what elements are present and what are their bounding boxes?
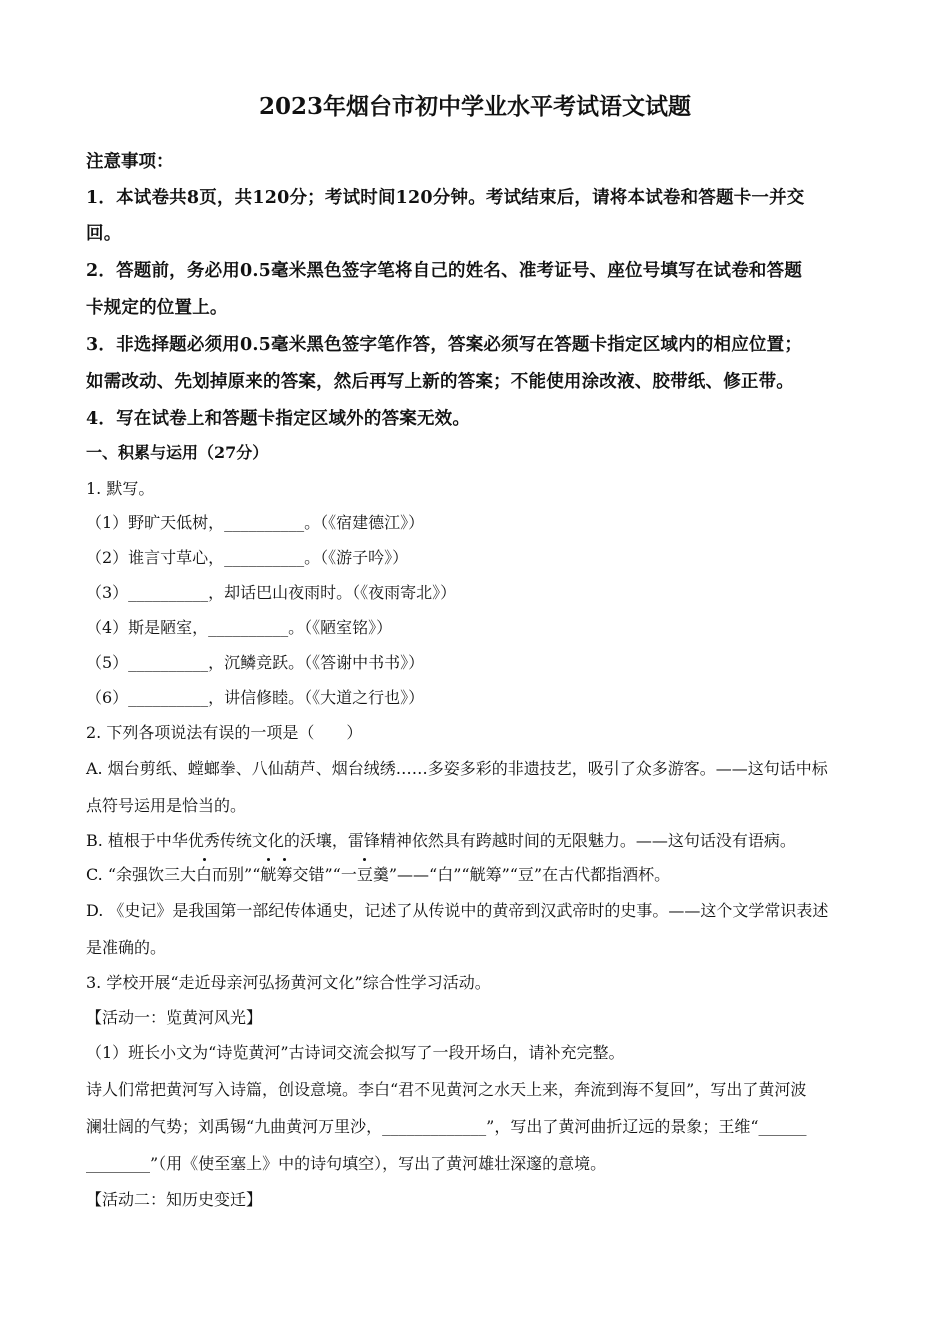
notice-item-1-cont: 回。 [86,224,122,244]
question-2-option-b: B. 植根于中华优秀传统文化的沃壤，雷锋精神依然具有跨越时间的无限魅力。——这句话没有语病。 [86,831,796,850]
question-3-stem: 3. 学校开展“走近母亲河弘扬黄河文化”综合性学习活动。 [86,973,491,992]
activity-2-heading: 【活动二：知历史变迁】 [86,1190,263,1209]
question-3-passage: ________”（用《使至塞上》中的诗句填空），写出了黄河雄壮深邃的意境。 [86,1154,607,1173]
notice-item-3-cont: 如需改动、先划掉原来的答案，然后再写上新的答案；不能使用涂改液、胶带纸、修正带。 [86,372,794,392]
notice-item-2-cont: 卡规定的位置上。 [86,298,228,318]
question-3-sub-1: （1）班长小文为“诗览黄河”古诗词交流会拟写了一段开场白，请补充完整。 [86,1043,625,1062]
notice-item-2: 2．答题前，务必用0.5毫米黑色签字笔将自己的姓名、准考证号、座位号填写在试卷和答题 [86,261,803,281]
notice-item-4: 4．写在试卷上和答题卡指定区域外的答案无效。 [86,409,471,429]
emphasis-char: 豆 [357,862,373,885]
emphasis-char: 觥 [260,862,276,885]
question-2-option-d: D. 《史记》是我国第一部纪传体通史，记述了从传说中的黄帝到汉武帝时的史事。——这个文学常识表述 [86,901,829,920]
question-2-stem: 2. 下列各项说法有误的一项是（ ） [86,723,363,742]
question-1-item: （4）斯是陋室，__________。（《陋室铭》） [86,618,393,637]
option-c-text: C. “余强饮三大 [86,865,197,884]
emphasis-char: 筹 [276,862,292,885]
activity-1-heading: 【活动一：览黄河风光】 [86,1008,263,1027]
question-1-item: （6）__________，讲信修睦。（《大道之行也》） [86,688,425,707]
notice-item-3: 3．非选择题必须用0.5毫米黑色签字笔作答，答案必须写在答题卡指定区域内的相应位置； [86,335,803,355]
question-2-option-a-cont: 点符号运用是恰当的。 [86,796,247,815]
question-1-item: （3）__________，却话巴山夜雨时。（《夜雨寄北》） [86,583,457,602]
emphasis-char: 白 [196,862,212,885]
question-1-item: （2）谁言寸草心，__________。（《游子吟》） [86,548,409,567]
section-heading: 一、积累与运用（27分） [86,443,269,462]
question-1-stem: 1. 默写。 [86,479,155,498]
question-1-item: （5）__________，沉鳞竞跃。（《答谢中书书》） [86,653,425,672]
question-2-option-a: A. 烟台剪纸、螳螂拳、八仙葫芦、烟台绒绣……多姿多彩的非遗技艺，吸引了众多游客。——这句话中标 [86,759,828,778]
option-c-text: 交错”“一 [292,865,357,884]
page-title: 2023年烟台市初中学业水平考试语文试题 [258,93,691,120]
option-c-text: 而别”“ [212,865,261,884]
question-1-item: （1）野旷天低树，__________。（《宿建德江》） [86,513,425,532]
question-2-option-d-cont: 是准确的。 [86,938,167,957]
question-3-passage: 澜壮阔的气势；刘禹锡“九曲黄河万里沙，_____________”，写出了黄河曲折辽远的景象；王维“______ [86,1117,807,1136]
question-2-option-c [86,862,876,885]
option-c-text: 羹”——“白”“觥筹”“豆”在古代都指酒杯。 [372,865,671,884]
notice-heading: 注意事项： [86,152,174,172]
question-3-passage: 诗人们常把黄河写入诗篇，创设意境。李白“君不见黄河之水天上来，奔流到海不复回”，写出了黄河波 [86,1080,807,1099]
notice-item-1: 1．本试卷共8页，共120分；考试时间120分钟。考试结束后，请将本试卷和答题卡一并交 [86,188,805,208]
